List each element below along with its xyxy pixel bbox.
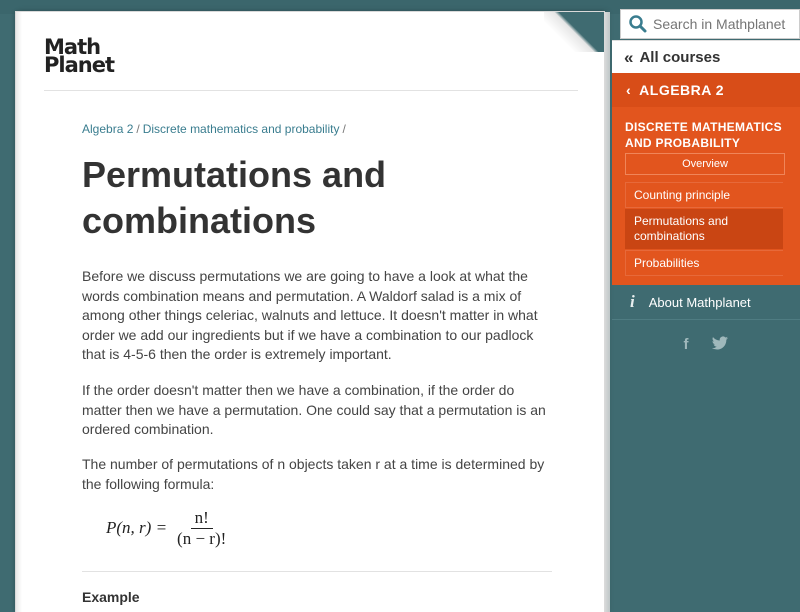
- facebook-icon[interactable]: f: [683, 336, 689, 353]
- search-icon[interactable]: [627, 13, 649, 35]
- formula-denominator: (n − r)!: [177, 528, 227, 548]
- info-icon: i: [630, 292, 635, 311]
- paragraph-formula-intro: The number of permutations of n objects taken r at a time is determined by the following formula:: [82, 456, 545, 492]
- about-mathplanet-link[interactable]: [612, 285, 800, 320]
- paragraph-intro: Before we discuss permutations we are going to have a look at what the words combination means and permutation. A Waldorf salad is a mix of among other things celeriac, walnuts and lettuce. It doesn't matter in what order we add our ingredients but if we have a combination to our padlock that is 4-5-6 then the order is extremely important.: [82, 268, 538, 362]
- formula-lhs: P(n, r) =: [106, 518, 168, 537]
- breadcrumb: [82, 122, 349, 136]
- logo-line-2: Planet: [44, 53, 114, 77]
- section-title: DISCRETE MATHEMATICS AND PROBABILITY: [625, 120, 782, 150]
- header-divider: [44, 90, 578, 91]
- about-label: About Mathplanet: [648, 294, 751, 310]
- nav-item-label: Counting principle: [634, 187, 731, 202]
- overview-button[interactable]: Overview: [625, 153, 785, 175]
- breadcrumb-separator: /: [136, 122, 140, 136]
- paragraph-definition: If the order doesn't matter then we have a combination, if the order do matter then we have a permutation. One could say that a permutation is an ordered combination.: [82, 382, 546, 437]
- logo-line-1: Math: [44, 35, 101, 59]
- nav-item-counting-principle[interactable]: [625, 182, 783, 208]
- breadcrumb-link-discrete-math[interactable]: Discrete mathematics and probability: [142, 122, 340, 136]
- permutation-formula: [106, 508, 230, 548]
- all-courses-label: All courses: [639, 49, 721, 66]
- content-divider: [82, 571, 552, 572]
- search-input[interactable]: [649, 16, 797, 32]
- twitter-icon[interactable]: [711, 336, 729, 350]
- course-header-label: ALGEBRA 2: [639, 82, 725, 98]
- breadcrumb-separator: /: [342, 122, 346, 136]
- mathplanet-logo[interactable]: [44, 35, 114, 78]
- nav-item-label: Probabilities: [634, 255, 700, 270]
- formula-numerator: n!: [191, 508, 213, 529]
- example-heading: Example: [82, 589, 140, 605]
- page-curl-decoration: [544, 12, 604, 52]
- sidebar: [612, 0, 800, 600]
- page-title: Permutations and combinations: [82, 154, 387, 241]
- chevron-left-icon: ‹: [626, 82, 632, 98]
- course-nav-panel: [612, 73, 800, 285]
- nav-item-label: Permutations and combinations: [634, 214, 729, 243]
- course-header-algebra-2[interactable]: [612, 73, 800, 107]
- paper-right-edge: [604, 12, 610, 612]
- double-chevron-left-icon: «: [624, 47, 634, 67]
- social-links: [612, 336, 800, 353]
- breadcrumb-link-algebra-2[interactable]: Algebra 2: [82, 122, 134, 136]
- content-paper: [16, 12, 604, 612]
- search-box[interactable]: [620, 9, 800, 39]
- nav-item-probabilities[interactable]: [625, 250, 783, 276]
- paper-left-edge: [16, 12, 22, 612]
- formula-fraction: [173, 508, 230, 549]
- all-courses-link[interactable]: [612, 40, 800, 74]
- nav-item-permutations-active[interactable]: [625, 209, 783, 249]
